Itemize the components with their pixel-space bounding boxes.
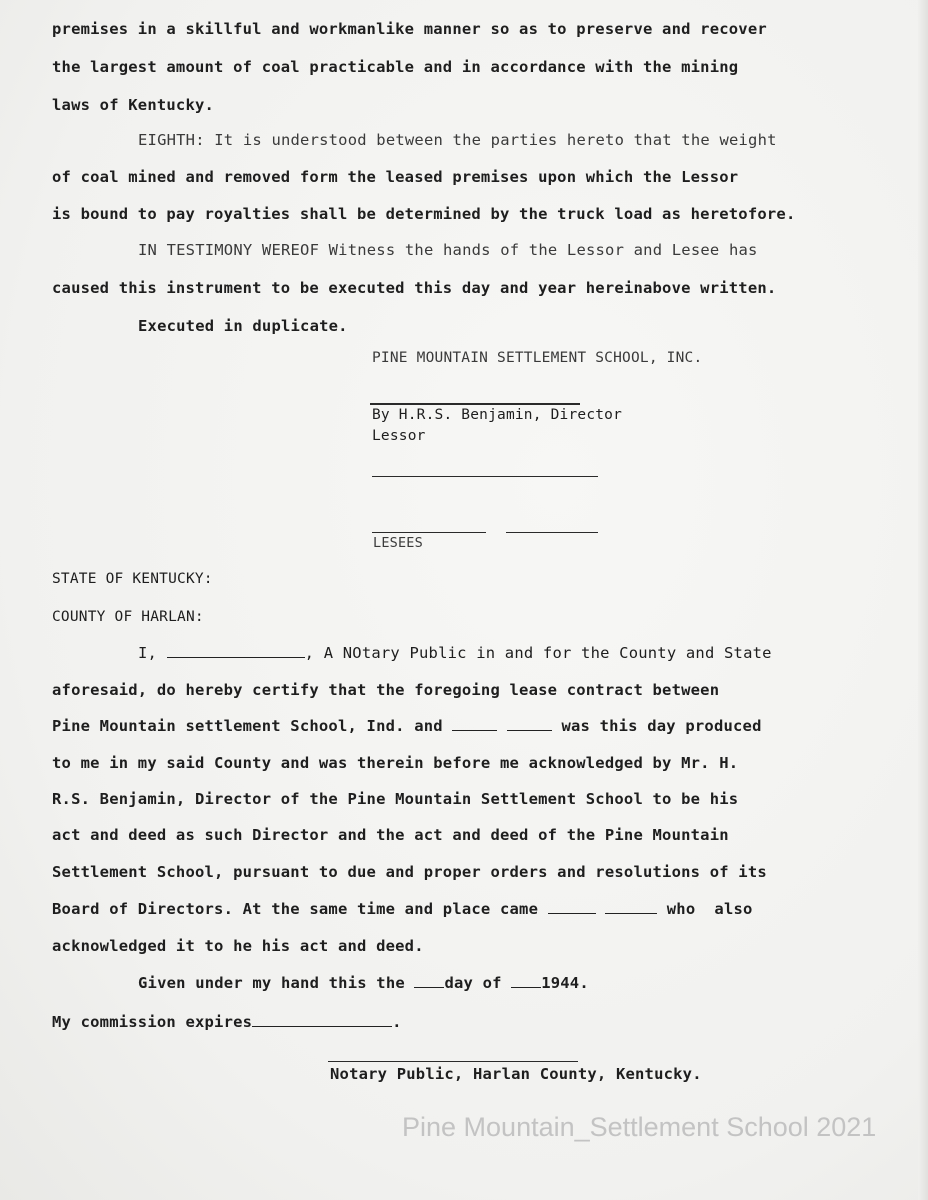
text-line: premises in a skillful and workmanlike manner so as to preserve and recover (52, 20, 767, 38)
notary-line (52, 899, 753, 919)
signature-rule (506, 532, 598, 533)
notary-line: act and deed as such Director and the act and deed of the Pine Mountain (52, 826, 729, 844)
blank-line (605, 901, 657, 914)
lesees-label: LESEES (373, 535, 423, 551)
text-fragment: who also (666, 900, 753, 918)
text-fragment: was this day produced (561, 717, 762, 735)
text-fragment: 1944. (541, 974, 589, 992)
text-line: is bound to pay royalties shall be determined by the truck load as heretofore. (52, 205, 796, 223)
text-line: of coal mined and removed form the leased premises upon which the Lessor (52, 168, 739, 186)
county-heading: COUNTY OF HARLAN: (52, 609, 204, 625)
blank-line (167, 645, 305, 658)
notary-line (52, 716, 762, 736)
text-fragment: day of (444, 974, 502, 992)
notary-line: Settlement School, pursuant to due and proper orders and resolutions of its (52, 863, 767, 881)
signature-rule (328, 1061, 578, 1062)
notary-line (138, 643, 772, 663)
text-fragment: I, (138, 644, 158, 662)
blank-line (548, 901, 596, 914)
blank-line (452, 718, 497, 731)
notary-line: acknowledged it to he his act and deed. (52, 937, 424, 955)
text-line: laws of Kentucky. (52, 96, 215, 114)
text-line: EIGHTH: It is understood between the parties hereto that the weight (138, 131, 777, 149)
text-line: caused this instrument to be executed this day and year hereinabove written. (52, 279, 777, 297)
text-fragment: Pine Mountain settlement School, Ind. and (52, 717, 443, 735)
lessor-label: Lessor (372, 428, 426, 444)
signature-rule (372, 476, 598, 477)
text-line: the largest amount of coal practicable and in accordance with the mining (52, 58, 739, 76)
notary-footer: Notary Public, Harlan County, Kentucky. (330, 1065, 702, 1083)
blank-line (511, 975, 541, 988)
text-line: Executed in duplicate. (138, 317, 348, 335)
text-fragment: , A NOtary Public in and for the County and State (304, 644, 772, 662)
blank-line (252, 1014, 392, 1027)
blank-line (507, 718, 552, 731)
given-line (138, 973, 589, 993)
lessor-org: PINE MOUNTAIN SETTLEMENT SCHOOL, INC. (372, 350, 703, 366)
blank-line (414, 975, 444, 988)
notary-line: aforesaid, do hereby certify that the foregoing lease contract between (52, 681, 720, 699)
page-edge (918, 0, 928, 1200)
text-fragment: . (392, 1013, 402, 1031)
lessor-signatory: By H.R.S. Benjamin, Director (372, 407, 623, 423)
watermark: Pine Mountain_Settlement School 2021 (402, 1112, 877, 1142)
text-fragment: Board of Directors. At the same time and place came (52, 900, 539, 918)
text-fragment: My commission expires (52, 1013, 253, 1031)
notary-line: R.S. Benjamin, Director of the Pine Mountain Settlement School to be his (52, 790, 739, 808)
state-heading: STATE OF KENTUCKY: (52, 571, 213, 587)
notary-line: to me in my said County and was therein before me acknowledged by Mr. H. (52, 754, 739, 772)
commission-line (52, 1012, 402, 1032)
text-line: IN TESTIMONY WEREOF Witness the hands of the Lessor and Lesee has (138, 241, 758, 259)
text-fragment: Given under my hand this the (138, 974, 405, 992)
